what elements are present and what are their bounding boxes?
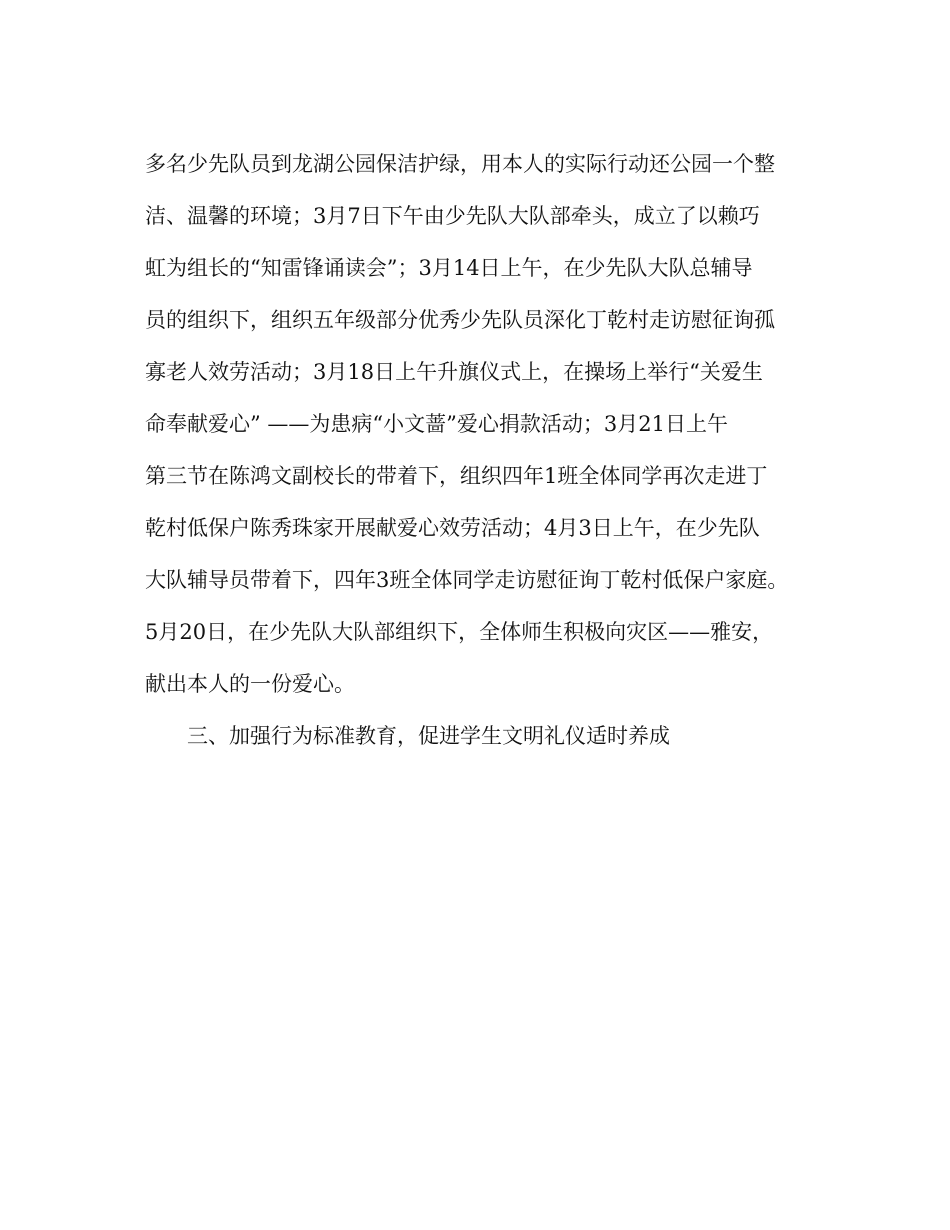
paragraph-line-6: 命奉献爱心” ——为患病“小文蔷”爱心捐款活动；3月21日上午 bbox=[145, 412, 728, 436]
paragraph-line-7: 第三节在陈鸿文副校长的带着下，组织四年1班全体同学再次走进丁 bbox=[145, 464, 768, 488]
paragraph-line-8: 乾村低保户陈秀珠家开展献爱心效劳活动；4月3日上午，在少先队 bbox=[145, 516, 760, 540]
paragraph-line-11: 献出本人的一份爱心。 bbox=[145, 672, 355, 696]
paragraph-line-3: 虹为组长的“知雷锋诵读会”；3月14日上午，在少先队大队总辅导 bbox=[145, 256, 753, 280]
paragraph-line-10: 5月20日，在少先队大队部组织下，全体师生积极向灾区——雅安， bbox=[145, 620, 774, 644]
paragraph-line-5: 寡老人效劳活动；3月18日上午升旗仪式上，在操场上举行“关爱生 bbox=[145, 360, 763, 384]
paragraph-line-4: 员的组织下，组织五年级部分优秀少先队员深化丁乾村走访慰征询孤 bbox=[145, 308, 775, 332]
paragraph-line-9: 大队辅导员带着下，四年3班全体同学走访慰征询丁乾村低保户家庭。 bbox=[145, 568, 789, 592]
paragraph-line-1: 多名少先队员到龙湖公园保洁护绿，用本人的实际行动还公园一个整 bbox=[145, 152, 775, 176]
body-text bbox=[145, 138, 825, 762]
section-heading: 三、加强行为标准教育，促进学生文明礼仪适时养成 bbox=[187, 724, 670, 748]
paragraph-line-2: 洁、温馨的环境；3月7日下午由少先队大队部牵头，成立了以赖巧 bbox=[145, 204, 760, 228]
